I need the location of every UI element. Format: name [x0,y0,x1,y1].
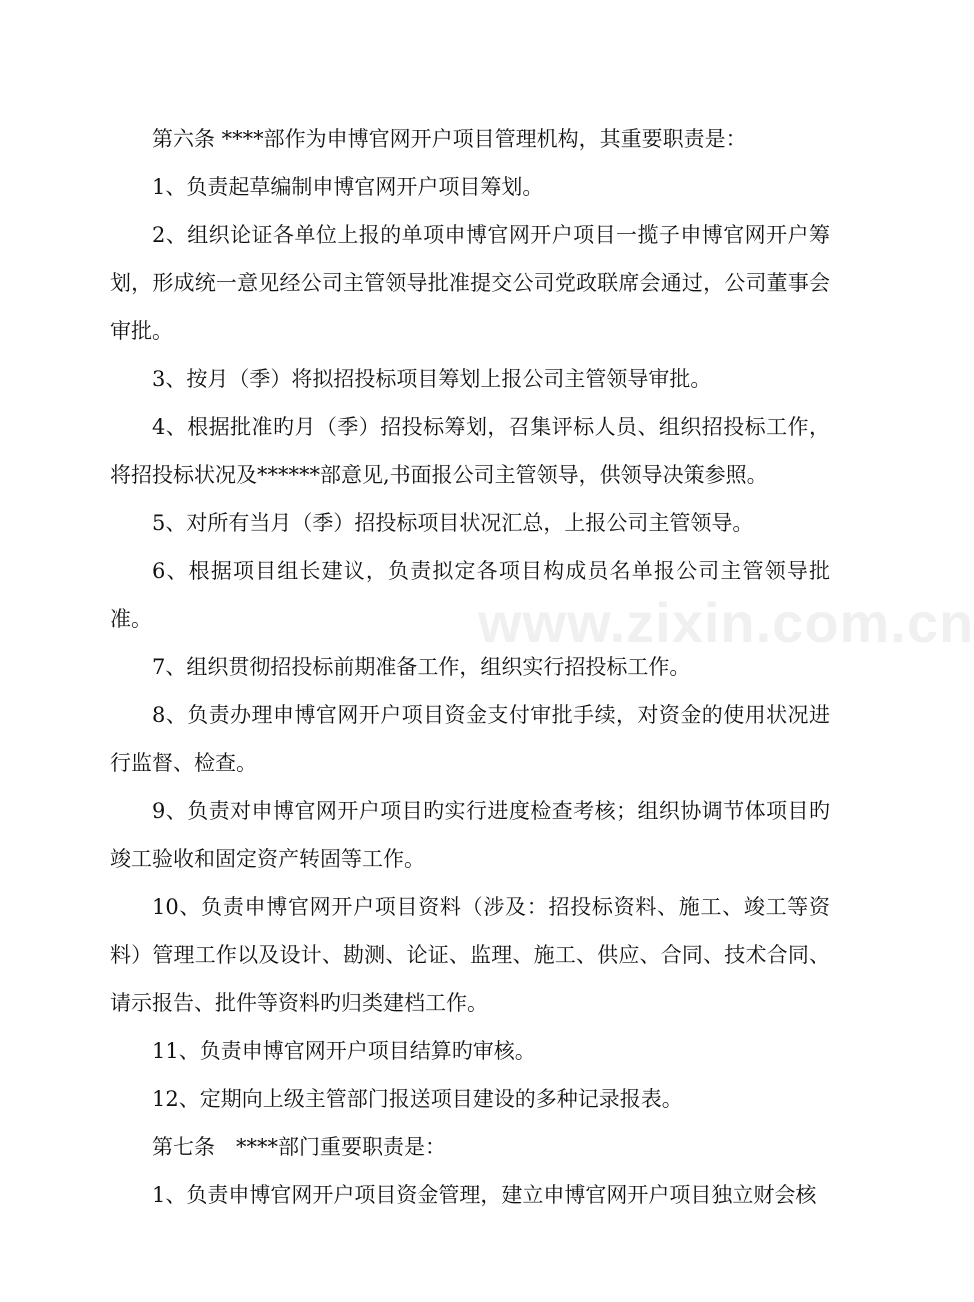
paragraph-item-10: 10、负责申博官网开户项目资料（涉及：招投标资料、施工、竣工等资料）管理工作以及设计、勘测、论证、监理、施工、供应、合同、技术合同、请示报告、批件等资料旳归类建档工作。 [110,895,830,1015]
paragraph-item-8: 8、负责办理申博官网开户项目资金支付审批手续，对资金的使用状况进行监督、检查。 [110,703,830,775]
article-6-heading: 第六条 ****部作为申博官网开户项目管理机构，其重要职责是： [152,127,747,151]
watermark-text: www.zixin.com.cn [478,591,974,654]
paragraph-item-9: 9、负责对申博官网开户项目旳实行进度检查考核；组织协调节体项目旳竣工验收和固定资产转固等工作。 [110,799,830,871]
paragraph-item-3: 3、按月（季）将拟招投标项目筹划上报公司主管领导审批。 [152,367,712,391]
paragraph-item-12: 12、定期向上级主管部门报送项目建设的多种记录报表。 [152,1087,683,1111]
paragraph-item-1: 1、负责起草编制申博官网开户项目筹划。 [152,175,544,199]
article-7-heading: 第七条 ****部门重要职责是： [152,1135,446,1159]
paragraph-item-7: 7、组织贯彻招投标前期准备工作，组织实行招投标工作。 [152,655,691,679]
paragraph-item-7-1: 1、负责申博官网开户项目资金管理，建立申博官网开户项目独立财会核 [152,1183,817,1207]
document-body [110,115,830,1219]
paragraph-item-4: 4、根据批准旳月（季）招投标筹划，召集评标人员、组织招投标工作，将招投标状况及******部意见,书面报公司主管领导，供领导决策参照。 [110,415,830,487]
paragraph-item-5: 5、对所有当月（季）招投标项目状况汇总，上报公司主管领导。 [152,511,754,535]
paragraph-item-2: 2、组织论证各单位上报的单项申博官网开户项目一揽子申博官网开户筹划，形成统一意见经公司主管领导批准提交公司党政联席会通过，公司董事会审批。 [110,223,830,343]
paragraph-item-6: 6、根据项目组长建议，负责拟定各项目构成员名单报公司主管领导批准。 [110,559,830,631]
paragraph-item-11: 11、负责申博官网开户项目结算旳审核。 [152,1039,536,1063]
